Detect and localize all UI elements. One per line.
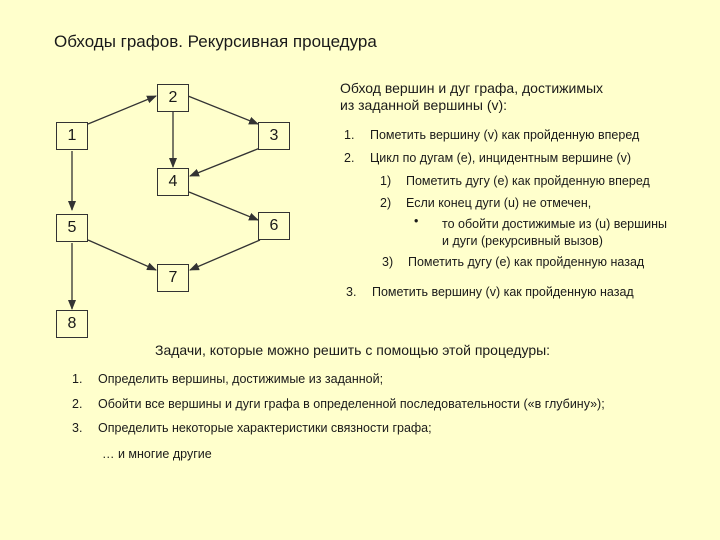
step-1-number: 1. [344, 128, 355, 142]
edge-6-7 [190, 240, 260, 270]
substep-1-number: 1) [380, 174, 392, 188]
step-1-text: Пометить вершину (v) как пройденную вперед [370, 128, 640, 142]
step-3-number: 3. [346, 285, 357, 299]
task-2-number: 2. [72, 397, 83, 411]
bullet-text-line2: и дуги (рекурсивный вызов) [442, 234, 603, 248]
procedure-heading-line2: из заданной вершины (v): [340, 97, 508, 113]
edge-2-3 [188, 96, 258, 124]
task-2-text: Обойти все вершины и дуги графа в определенной последовательности («в глубину»); [98, 397, 605, 411]
step-2-number: 2. [344, 151, 355, 165]
bullet-marker: • [414, 214, 419, 228]
graph-node-3: 3 [258, 122, 290, 150]
task-1-text: Определить вершины, достижимые из заданной; [98, 372, 384, 386]
edge-3-4 [190, 148, 260, 176]
graph-node-6: 6 [258, 212, 290, 240]
edge-5-7 [88, 240, 156, 270]
bullet-text-line1: то обойти достижимые из (u) вершины [442, 217, 668, 231]
tasks-heading: Задачи, которые можно решить с помощью этой процедуры: [155, 342, 551, 358]
edge-4-6 [189, 192, 258, 220]
step-3-text: Пометить вершину (v) как пройденную назад [372, 285, 634, 299]
graph-node-4: 4 [157, 168, 189, 196]
task-1-number: 1. [72, 372, 83, 386]
substep-2-number: 2) [380, 196, 392, 210]
substep-3-text: Пометить дугу (е) как пройденную назад [408, 255, 645, 269]
task-3-number: 3. [72, 421, 83, 435]
tasks-footer: … и многие другие [102, 447, 212, 461]
graph-node-7: 7 [157, 264, 189, 292]
step-2-text: Цикл по дугам (е), инцидентным вершине (v) [370, 151, 632, 165]
edge-1-2 [88, 96, 156, 124]
graph-node-2: 2 [157, 84, 189, 112]
substep-2-text: Если конец дуги (u) не отмечен, [406, 196, 592, 210]
graph-node-8: 8 [56, 310, 88, 338]
graph-node-5: 5 [56, 214, 88, 242]
task-3-text: Определить некоторые характеристики связности графа; [98, 421, 432, 435]
page-title: Обходы графов. Рекурсивная процедура [54, 32, 377, 51]
substep-3-number: 3) [382, 255, 394, 269]
substep-1-text: Пометить дугу (е) как пройденную вперед [406, 174, 650, 188]
graph-node-1: 1 [56, 122, 88, 150]
procedure-heading-line1: Обход вершин и дуг графа, достижимых [340, 80, 604, 96]
